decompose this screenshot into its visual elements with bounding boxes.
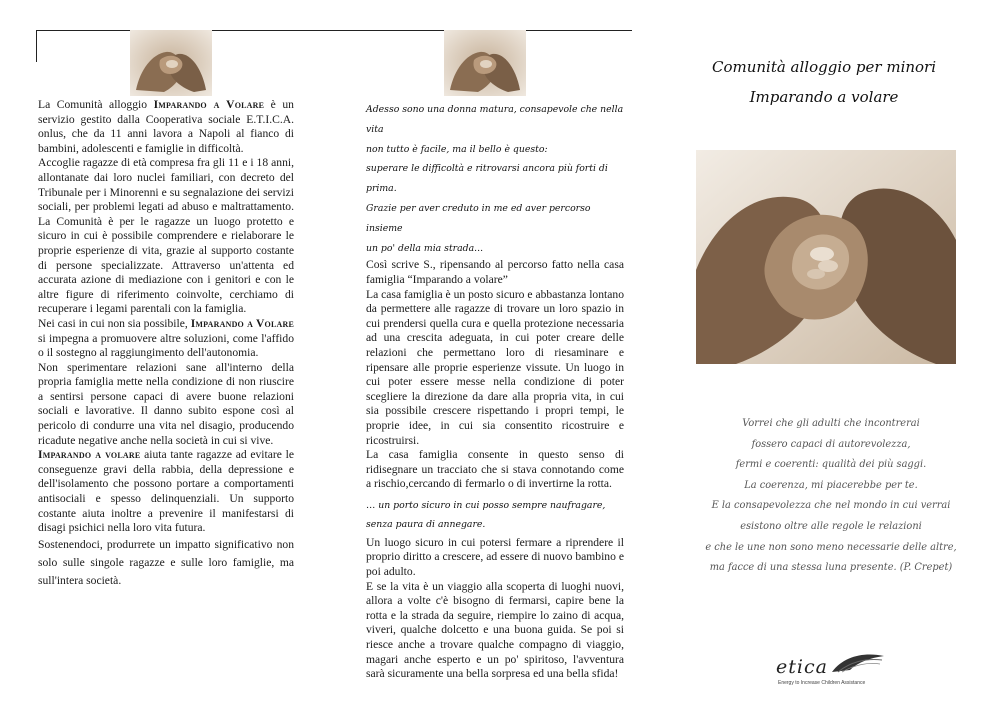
paragraph-casa-famiglia: La casa famiglia è un posto sicuro e abbastanza lontano da permettere alle ragazze di trovare un loro spazio in cui prendersi quella cura e quella protezione necessaria ad una crescita adeguata, in cui poter creare delle relazioni che permettano loro di riesaminare e ripensare alle proprie esperienze vissute. Un luogo in cui poter essere messe nella condizione di poter scegliere la direzione da dare alla propria vita, in cui sia possibile crescere rispettando i propri tempi, le proprie idee, in cui sia consentito ricostruire e ricostruirsi. xyxy=(366,287,624,447)
safe-harbor-quote xyxy=(366,496,624,534)
etica-logo xyxy=(776,650,886,690)
hands-main-photo xyxy=(696,150,956,364)
quote-line: superare le difficoltà e ritrovarsi ancora più forti di prima. xyxy=(366,163,608,195)
quote-line: Vorrei che gli adulti che incontrerai xyxy=(742,418,920,429)
text: La Comunità alloggio xyxy=(38,98,154,111)
column-left xyxy=(38,98,294,590)
hands-thumbnail-left xyxy=(130,30,212,96)
text: aiuta tante ragazze ad evitare le conseguenze gravi della rabbia, della depressione e dell'isolamento che possono portare a comportamenti antisociali e spesso delinquenziali. Un supporto costante aiuta inoltre a prevenire il manifestarsi di disagi psichici nella loro vita futura. xyxy=(38,448,294,535)
quote-line: Grazie per aver creduto in me ed aver percorso insieme xyxy=(366,202,591,234)
community-name: Imparando a volare xyxy=(38,448,141,462)
quote-line: un po' della mia strada... xyxy=(366,242,484,254)
crepet-quote xyxy=(700,414,962,579)
paragraph-viaggio: E se la vita è un viaggio alla scoperta di luoghi nuovi, allora a volte c'è bisogno di fermarsi, capire bene la rotta e la strada da seguire, riempire lo zaino di acqua, viveri, qualche dolcetto e una buona guida. Se poi si riesce anche a trovare qualche compagno di viaggio, magari anche esperto e un po' spiritoso, l'avventura sarà sicuramente una bella sorpresa ed una bella sfida! xyxy=(366,579,624,681)
community-name: Imparando a Volare xyxy=(153,98,265,111)
column-center xyxy=(366,100,624,682)
quote-line: Adesso sono una donna matura, consapevole che nella vita xyxy=(366,104,624,135)
paragraph-cosi-scrive: Così scrive S., ripensando al percorso fatto nella casa famiglia “Imparando a volare” xyxy=(366,258,624,286)
quote-line: fermi e coerenti: qualità dei più saggi. xyxy=(735,459,927,471)
paragraph-alternatives xyxy=(38,317,294,361)
frame-left-line xyxy=(36,30,37,62)
paragraph-luogo-sicuro: Un luogo sicuro in cui potersi fermare a riprendere il proprio diritto a crescere, ad essere di nuovo bambino e poi adulto. xyxy=(366,535,624,579)
quote-line: ma facce di una stessa luna presente. (P. Crepet) xyxy=(709,562,953,574)
quote-line: La coerenza, mi piacerebbe per te. xyxy=(744,479,918,491)
text: si impegna a promuovere altre soluzioni, come l'affido o il sostegno al raggiungimento dell'autonomia. xyxy=(38,331,294,360)
paragraph-accoglie: Accoglie ragazze di età compresa fra gli 11 e i 18 anni, allontanate dai loro nuclei familiari, con decreto del Tribunale per i Minorenni e su segnalazione dei servizi sociali, per problemi legati ad abuso e maltrattamento. La Comunità è per le ragazze un luogo protetto e sicuro in cui è possibile comprendere e rielaborare le proprie esperienze di vita, grazie al supporto costante di persone specializzate. Attraverso un'attenta ed accurata azione di mediazione con i genitori e con le altre figure di riferimento coinvolte, cerchiamo di recuperare i legami parentali con la famiglia. xyxy=(38,156,294,316)
wing-icon xyxy=(830,650,886,676)
quote-line: E la consapevolezza che nel mondo in cui verrai xyxy=(711,500,951,512)
quote-line: esistono oltre alle regole le relazioni xyxy=(740,520,922,532)
testimony-quote xyxy=(366,100,624,258)
quote-line: … un porto sicuro in cui posso sempre naufragare, xyxy=(366,499,606,511)
quote-line: fossero capaci di autorevolezza, xyxy=(751,438,911,450)
hands-thumbnail-center xyxy=(444,30,526,96)
frame-top-line xyxy=(36,30,632,31)
paragraph-help xyxy=(38,448,294,536)
text: è un servizio gestito dalla Cooperativa sociale E.T.I.C.A. onlus, che da 11 anni lavora a Napoli al fianco di bambini, adolescenti e famiglie in difficoltà. xyxy=(38,98,294,155)
paragraph-relations: Non sperimentare relazioni sane all'interno della propria famiglia mette nella condizione di non riuscire a sentirsi persone capaci di avere buone relazioni sociali e lavorative. Il danno subito espone così al pericolo di condurre una vita nel disagio, producendo ricadute negative anche nella società in cui si vive. xyxy=(38,360,294,447)
logo-wordmark: etica xyxy=(776,656,828,678)
title-line-2: Imparando a volare xyxy=(749,88,899,106)
community-name: Imparando a Volare xyxy=(190,316,294,330)
cover-title xyxy=(704,52,944,112)
intro-paragraph xyxy=(38,98,294,156)
logo-tagline: Energy to Increase Children Assistance xyxy=(778,680,866,686)
text: Nei casi in cui non sia possibile, xyxy=(38,316,191,330)
quote-line: e che le une non sono meno necessarie delle altre, xyxy=(705,541,957,553)
quote-line: senza paura di annegare. xyxy=(366,518,486,530)
title-line-1: Comunità alloggio per minori xyxy=(711,58,937,76)
paragraph-support: Sostenendoci, produrrete un impatto significativo non solo sulle singole ragazze e sulle loro famiglie, ma sull'intera società. xyxy=(38,537,294,587)
quote-line: non tutto è facile, ma il bello è questo: xyxy=(366,143,548,155)
paragraph-ridisegnare: La casa famiglia consente in questo senso di ridisegnare un tracciato che si stava connotando come a rischio,cercando di fermarlo o di invertirne la rotta. xyxy=(366,448,624,491)
